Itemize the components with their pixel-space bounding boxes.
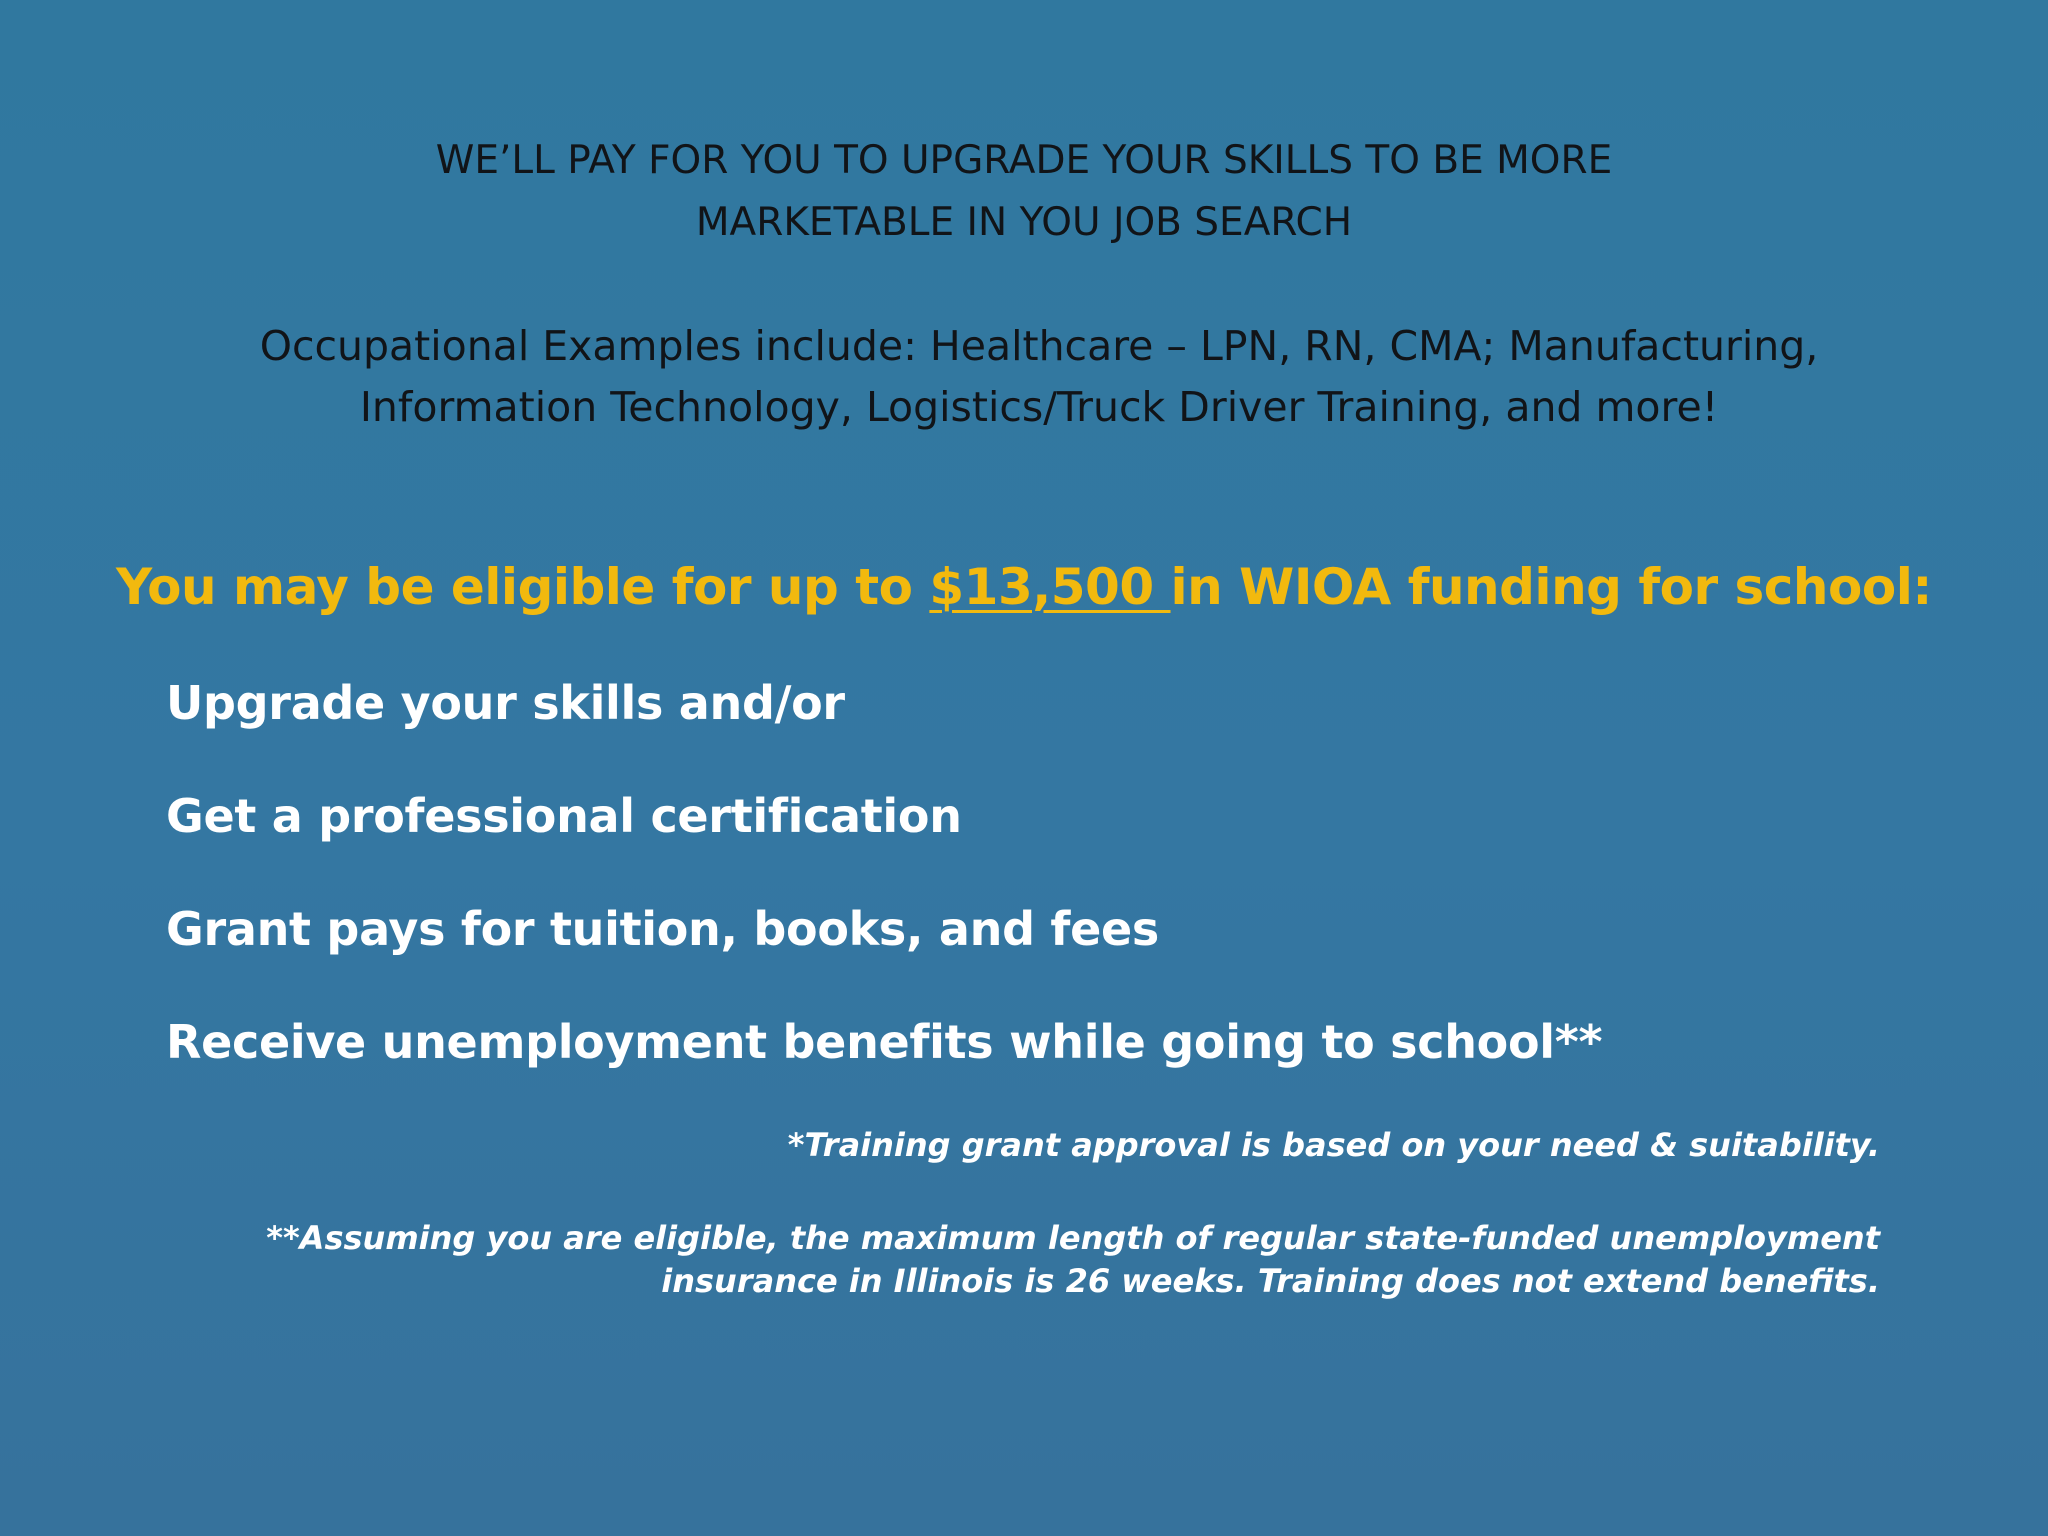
occupations-line-2: Information Technology, Logistics/Truck Driver Training, and more! xyxy=(359,383,1719,431)
funding-amount: $13,500 xyxy=(929,558,1171,616)
footnote-unemployment-line-1: **Assuming you are eligible, the maximum length of regular state-funded unemployment xyxy=(266,1219,1880,1257)
eligibility-heading xyxy=(116,552,1932,622)
benefit-item-certification: Get a professional certification xyxy=(166,789,962,843)
footnote-unemployment-line-2: insurance in Illinois is 26 weeks. Training does not extend benefits. xyxy=(661,1262,1880,1300)
headline-line-1: WE’LL PAY FOR YOU TO UPGRADE YOUR SKILLS TO BE MORE xyxy=(435,138,1613,183)
benefits-list xyxy=(166,668,1602,1120)
benefit-item-grant-pays: Grant pays for tuition, books, and fees xyxy=(166,902,1160,956)
occupations-line-1: Occupational Examples include: Healthcare – LPN, RN, CMA; Manufacturing, xyxy=(259,322,1819,370)
benefit-item-upgrade-skills: Upgrade your skills and/or xyxy=(166,676,845,730)
benefit-item-unemployment: Receive unemployment benefits while going to school** xyxy=(166,1015,1603,1069)
eligibility-suffix: in WIOA funding for school: xyxy=(1170,558,1932,616)
footnote-approval: *Training grant approval is based on your need & suitability. xyxy=(787,1126,1880,1164)
headline-line-2: MARKETABLE IN YOU JOB SEARCH xyxy=(695,200,1353,245)
eligibility-prefix: You may be eligible for up to xyxy=(116,558,930,616)
footnote-unemployment xyxy=(266,1217,1880,1303)
